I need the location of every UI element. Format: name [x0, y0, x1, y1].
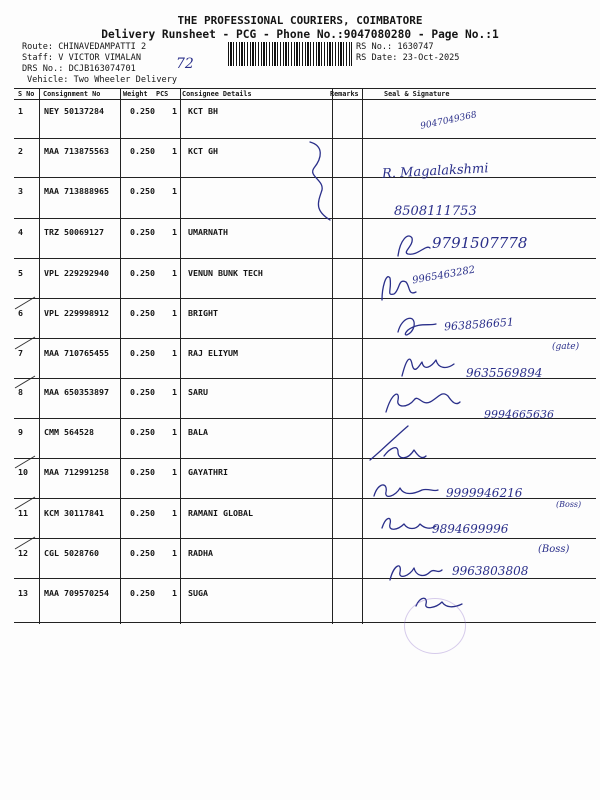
barcode [228, 42, 352, 66]
signature-scribble [386, 558, 446, 586]
table-top-rule [14, 88, 596, 89]
row-consignment: NEY 50137284 [44, 106, 104, 116]
row-consignment: VPL 229998912 [44, 308, 109, 318]
table-row [14, 421, 596, 461]
row-consignee: GAYATHRI [188, 467, 228, 477]
col-header-pcs: PCS [156, 90, 169, 98]
row-pcs: 1 [172, 308, 177, 318]
row-consignee: RAMANI GLOBAL [188, 508, 253, 518]
row-pcs: 1 [172, 106, 177, 116]
row-consignment: TRZ 50069127 [44, 227, 104, 237]
row-weight: 0.250 [130, 106, 155, 116]
row-consignee: KCT BH [188, 106, 218, 116]
row-weight: 0.250 [130, 348, 155, 358]
row-pcs: 1 [172, 268, 177, 278]
handwritten-count: 72 [176, 56, 194, 72]
row-consignment: MAA 710765455 [44, 348, 109, 358]
row-consignment: VPL 229292940 [44, 268, 109, 278]
col-header-remarks: Remarks [330, 90, 359, 98]
row-sno: 7 [18, 348, 23, 358]
row-sno: 11 [18, 508, 28, 518]
row-consignee: UMARNATH [188, 227, 228, 237]
table-row [14, 100, 596, 140]
vehicle-label: Vehicle: Two Wheeler Delivery [27, 75, 178, 85]
handwritten-phone: 8508111753 [394, 204, 477, 219]
signature-scribble [378, 268, 418, 304]
table-row [14, 502, 596, 542]
row-pcs: 1 [172, 387, 177, 397]
drs-label: DRS No.: DCJB163074701 [22, 64, 136, 74]
row-weight: 0.250 [130, 427, 155, 437]
handwritten-phone: 9994665636 [484, 408, 554, 421]
row-sno: 4 [18, 227, 23, 237]
row-divider [14, 338, 596, 339]
row-sno: 6 [18, 308, 23, 318]
faint-stamp [404, 598, 466, 654]
col-header-weight: Weight [123, 90, 148, 98]
row-weight: 0.250 [130, 146, 155, 156]
signature-scribble [394, 230, 434, 260]
row-sno: 12 [18, 548, 28, 558]
handwritten-phone: 9635569894 [466, 366, 543, 380]
row-pcs: 1 [172, 348, 177, 358]
row-weight: 0.250 [130, 548, 155, 558]
signature-scribble [370, 478, 440, 504]
row-consignment: MAA 709570254 [44, 588, 109, 598]
row-pcs: 1 [172, 588, 177, 598]
row-weight: 0.250 [130, 227, 155, 237]
row-consignment: MAA 713888965 [44, 186, 109, 196]
row-consignee: BALA [188, 427, 208, 437]
row-consignment: MAA 713875563 [44, 146, 109, 156]
handwritten-phone: 9999946216 [446, 486, 523, 500]
row-sno: 8 [18, 387, 23, 397]
table-row [14, 262, 596, 302]
row-pcs: 1 [172, 467, 177, 477]
signature-scribble [364, 420, 434, 466]
handwritten-note: (Boss) [556, 500, 582, 509]
row-consignment: MAA 650353897 [44, 387, 109, 397]
row-consignee: SARU [188, 387, 208, 397]
row-consignee: KCT GH [188, 146, 218, 156]
rs-number: RS No.: 1630747 [356, 42, 434, 52]
staff-label: Staff: V VICTOR VIMALAN [22, 53, 141, 63]
handwritten-phone: 9894699996 [432, 522, 509, 536]
signature-scribble [382, 386, 462, 420]
company-title: THE PROFESSIONAL COURIERS, COIMBATORE [177, 14, 423, 27]
col-header-consignment: Consignment No [43, 90, 101, 98]
row-sno: 13 [18, 588, 28, 598]
handwritten-brace [304, 140, 334, 224]
col-header-seal: Seal & Signature [384, 90, 450, 98]
row-consignment: CGL 5028760 [44, 548, 99, 558]
row-consignee: RAJ ELIYUM [188, 348, 238, 358]
row-pcs: 1 [172, 548, 177, 558]
row-consignment: KCM 30117841 [44, 508, 104, 518]
row-divider [14, 138, 596, 139]
row-consignment: CMM 564528 [44, 427, 94, 437]
row-divider [14, 458, 596, 459]
row-weight: 0.250 [130, 588, 155, 598]
table-row [14, 582, 596, 622]
row-weight: 0.250 [130, 387, 155, 397]
runsheet-subtitle: Delivery Runsheet - PCG - Phone No.:9047080280 - Page No.:1 [101, 28, 499, 41]
handwritten-phone: 9791507778 [432, 234, 528, 252]
handwritten-phone: 9963803808 [452, 564, 529, 578]
row-pcs: 1 [172, 186, 177, 196]
row-consignee: BRIGHT [188, 308, 218, 318]
row-pcs: 1 [172, 146, 177, 156]
row-consignee: RADHA [188, 548, 213, 558]
row-sno: 1 [18, 106, 23, 116]
row-weight: 0.250 [130, 186, 155, 196]
row-weight: 0.250 [130, 308, 155, 318]
row-sno: 10 [18, 467, 28, 477]
row-consignment: MAA 712991258 [44, 467, 109, 477]
row-weight: 0.250 [130, 508, 155, 518]
row-consignee: VENUN BUNK TECH [188, 268, 263, 278]
row-divider [14, 258, 596, 259]
route-label: Route: CHINAVEDAMPATTI 2 [22, 42, 147, 52]
handwritten-note: (gate) [552, 342, 580, 352]
signature-scribble [378, 512, 438, 536]
row-sno: 5 [18, 268, 23, 278]
handwritten-note: (Boss) [538, 544, 570, 555]
handwritten-phone: 9638586651 [443, 315, 515, 334]
row-pcs: 1 [172, 508, 177, 518]
handwritten-phone: 9965463282 [411, 264, 477, 287]
row-divider [14, 298, 596, 299]
col-header-consignee: Consignee Details [182, 90, 252, 98]
row-weight: 0.250 [130, 467, 155, 477]
table-bottom-rule [14, 622, 596, 623]
col-header-sno: S No [18, 90, 35, 98]
handwritten-phone: 9047049368 [419, 110, 478, 132]
row-pcs: 1 [172, 427, 177, 437]
row-divider [14, 538, 596, 539]
handwritten-name: R. Magalakshmi [381, 161, 489, 182]
signature-scribble [398, 350, 458, 380]
row-divider [14, 578, 596, 579]
row-pcs: 1 [172, 227, 177, 237]
row-sno: 3 [18, 186, 23, 196]
row-sno: 9 [18, 427, 23, 437]
row-weight: 0.250 [130, 268, 155, 278]
row-consignee: SUGA [188, 588, 208, 598]
rs-date: RS Date: 23-Oct-2025 [356, 53, 460, 63]
row-sno: 2 [18, 146, 23, 156]
signature-scribble [394, 312, 438, 342]
